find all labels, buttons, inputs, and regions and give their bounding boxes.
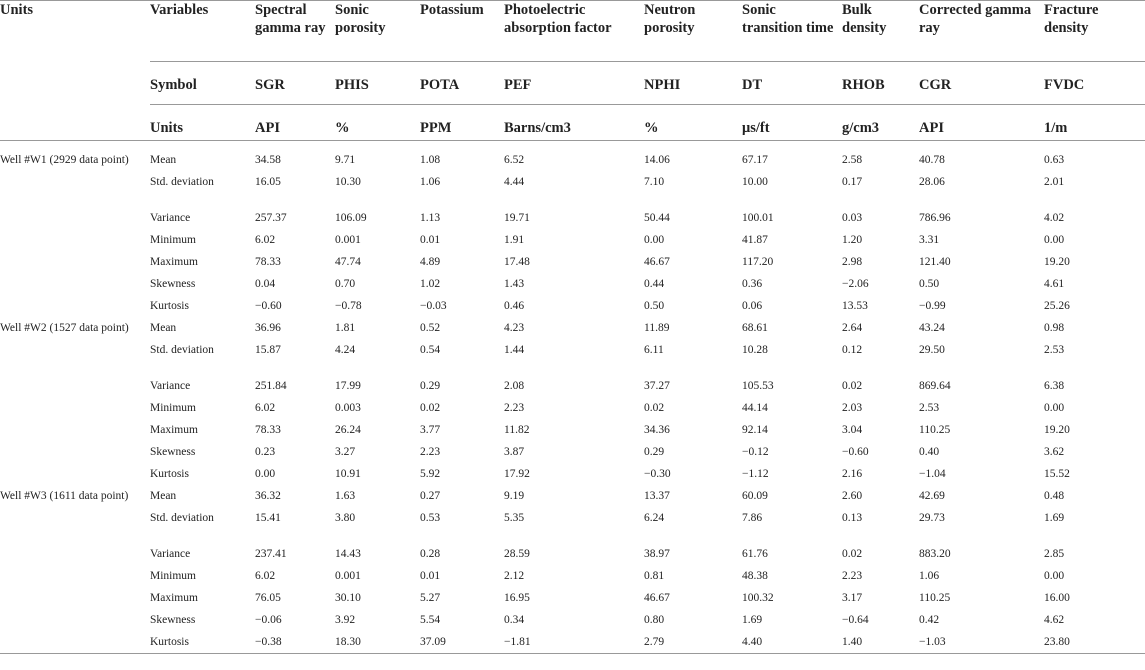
value-cell: 47.74	[335, 256, 361, 268]
value-cell: 883.20	[919, 548, 951, 560]
value-cell: 0.44	[644, 278, 665, 290]
table-row	[0, 317, 1145, 339]
value-cell: 9.19	[504, 490, 525, 502]
value-cell: 0.81	[644, 570, 665, 582]
value-cell: 76.05	[255, 592, 281, 604]
statistic-label: Skewness	[150, 614, 196, 626]
value-cell: 10.00	[742, 176, 768, 188]
value-cell: 2.01	[1044, 176, 1065, 188]
value-cell: 786.96	[919, 212, 951, 224]
value-cell: 23.80	[1044, 631, 1145, 654]
table-row	[0, 507, 1145, 543]
value-cell: 251.84	[255, 380, 287, 392]
header-row-symbol	[0, 62, 1145, 105]
statistic-label: Maximum	[150, 592, 198, 604]
value-cell: 0.28	[420, 548, 441, 560]
statistic-label: Std. deviation	[150, 176, 214, 188]
value-cell: 68.61	[742, 322, 768, 334]
value-cell: 0.53	[420, 512, 441, 524]
value-cell: 61.76	[742, 548, 768, 560]
value-cell: 110.25	[919, 424, 951, 436]
variable-header: Potassium	[420, 1, 504, 62]
value-cell: −1.81	[504, 631, 644, 654]
value-cell: 40.78	[919, 154, 945, 166]
value-cell: 1.13	[420, 212, 441, 224]
well-label-empty	[0, 397, 150, 419]
statistic-label: Kurtosis	[150, 631, 255, 654]
value-cell: 28.06	[919, 176, 945, 188]
value-cell: 10.30	[335, 176, 361, 188]
value-cell: 0.001	[335, 234, 361, 246]
well-label: Well #W3 (1611 data point)	[0, 490, 129, 502]
value-cell: 0.00	[1044, 234, 1065, 246]
value-cell: 43.24	[919, 322, 945, 334]
value-cell: 78.33	[255, 256, 281, 268]
value-cell: 2.98	[842, 256, 863, 268]
statistic-label: Std. deviation	[150, 512, 214, 524]
value-cell: 0.02	[420, 402, 441, 414]
value-cell: 0.98	[1044, 322, 1065, 334]
value-cell: 11.82	[504, 424, 530, 436]
value-cell: 13.37	[644, 490, 670, 502]
value-cell: 46.67	[644, 256, 670, 268]
value-cell: 2.53	[919, 402, 940, 414]
value-cell: −2.06	[842, 278, 869, 290]
table-row	[0, 375, 1145, 397]
table-row	[0, 587, 1145, 609]
symbol-header: PHIS	[335, 62, 420, 105]
variable-header: Sonic transition time	[742, 1, 842, 62]
value-cell: 110.25	[919, 592, 951, 604]
value-cell: 4.62	[1044, 614, 1065, 626]
well-label-empty	[0, 295, 150, 317]
header-row-variables	[0, 1, 1145, 62]
value-cell: 2.16	[842, 468, 863, 480]
value-cell: 2.08	[504, 380, 525, 392]
table-row	[0, 251, 1145, 273]
unit-header: g/cm3	[842, 105, 919, 141]
value-cell: 0.29	[420, 380, 441, 392]
value-cell: 257.37	[255, 212, 287, 224]
value-cell: 0.001	[335, 570, 361, 582]
unit-header: PPM	[420, 105, 504, 141]
value-cell: 25.26	[1044, 300, 1070, 312]
value-cell: 44.14	[742, 402, 768, 414]
value-cell: 13.53	[842, 300, 868, 312]
well-label-empty	[0, 339, 150, 375]
symbol-header: NPHI	[644, 62, 742, 105]
value-cell: −1.04	[919, 468, 946, 480]
value-cell: 0.00	[1044, 402, 1065, 414]
variable-header: Bulk density	[842, 1, 919, 62]
variable-header: Spectral gamma ray	[255, 1, 335, 62]
symbol-row-label: Symbol	[150, 62, 255, 105]
value-cell: 30.10	[335, 592, 361, 604]
value-cell: 10.91	[335, 468, 361, 480]
value-cell: −0.38	[255, 631, 335, 654]
value-cell: 0.40	[919, 446, 940, 458]
value-cell: 10.28	[742, 344, 768, 356]
value-cell: 0.17	[842, 176, 863, 188]
value-cell: 36.96	[255, 322, 281, 334]
value-cell: 42.69	[919, 490, 945, 502]
value-cell: 0.50	[644, 300, 665, 312]
variable-header: Photoelectric absorption factor	[504, 1, 644, 62]
well-label-empty	[0, 507, 150, 543]
unit-header: API	[255, 105, 335, 141]
value-cell: 3.17	[842, 592, 863, 604]
value-cell: 2.23	[420, 446, 441, 458]
statistic-label: Kurtosis	[150, 300, 189, 312]
symbol-header: RHOB	[842, 62, 919, 105]
value-cell: 1.02	[420, 278, 441, 290]
value-cell: 7.10	[644, 176, 665, 188]
value-cell: 78.33	[255, 424, 281, 436]
statistic-label: Skewness	[150, 446, 196, 458]
statistic-label: Variance	[150, 548, 191, 560]
value-cell: 4.89	[420, 256, 441, 268]
value-cell: 2.79	[644, 631, 742, 654]
well-label-empty	[0, 375, 150, 397]
statistic-label: Minimum	[150, 402, 197, 414]
value-cell: 67.17	[742, 154, 768, 166]
well-label-empty	[0, 171, 150, 207]
value-cell: −0.64	[842, 614, 869, 626]
value-cell: 4.61	[1044, 278, 1065, 290]
value-cell: 2.03	[842, 402, 863, 414]
value-cell: 92.14	[742, 424, 768, 436]
value-cell: 0.003	[335, 402, 361, 414]
value-cell: 121.40	[919, 256, 951, 268]
value-cell: 17.48	[504, 256, 530, 268]
well-label: Well #W2 (1527 data point)	[0, 322, 129, 334]
value-cell: 3.27	[335, 446, 356, 458]
symbol-header: FVDC	[1044, 62, 1145, 105]
value-cell: 38.97	[644, 548, 670, 560]
value-cell: 37.09	[420, 631, 504, 654]
value-cell: 6.11	[644, 344, 664, 356]
value-cell: 0.00	[255, 468, 276, 480]
statistics-body	[0, 141, 1145, 654]
table-row	[0, 229, 1145, 251]
value-cell: 3.80	[335, 512, 356, 524]
statistic-label: Mean	[150, 154, 177, 166]
symbol-header: PEF	[504, 62, 644, 105]
value-cell: 0.36	[742, 278, 763, 290]
well-label-empty	[0, 463, 150, 485]
value-cell: 6.24	[644, 512, 665, 524]
value-cell: 2.53	[1044, 344, 1065, 356]
variable-header: Neutron porosity	[644, 1, 742, 62]
value-cell: 0.03	[842, 212, 863, 224]
value-cell: 1.20	[842, 234, 863, 246]
value-cell: 6.02	[255, 402, 276, 414]
statistic-label: Kurtosis	[150, 468, 189, 480]
corner-units-label: Units	[0, 1, 150, 62]
value-cell: 0.12	[842, 344, 863, 356]
value-cell: 37.27	[644, 380, 670, 392]
symbol-header: CGR	[919, 62, 1044, 105]
well-label: Well #W1 (2929 data point)	[0, 154, 129, 166]
value-cell: 3.04	[842, 424, 863, 436]
well-label-empty	[0, 543, 150, 565]
table-row	[0, 609, 1145, 631]
value-cell: 26.24	[335, 424, 361, 436]
value-cell: 15.52	[1044, 468, 1070, 480]
value-cell: 6.38	[1044, 380, 1065, 392]
value-cell: −0.12	[742, 446, 769, 458]
value-cell: 0.04	[255, 278, 276, 290]
value-cell: 100.01	[742, 212, 774, 224]
units-row-label: Units	[150, 105, 255, 141]
statistic-label: Maximum	[150, 424, 198, 436]
value-cell: 17.92	[504, 468, 530, 480]
statistic-label: Maximum	[150, 256, 198, 268]
value-cell: 3.92	[335, 614, 356, 626]
well-label-empty	[0, 273, 150, 295]
value-cell: 16.95	[504, 592, 530, 604]
table-row	[0, 543, 1145, 565]
value-cell: 3.62	[1044, 446, 1065, 458]
value-cell: −1.03	[919, 631, 1044, 654]
value-cell: 0.54	[420, 344, 441, 356]
value-cell: 9.71	[335, 154, 356, 166]
value-cell: −0.60	[842, 446, 869, 458]
variables-row-label: Variables	[150, 1, 255, 62]
value-cell: −0.78	[335, 300, 362, 312]
value-cell: 0.13	[842, 512, 863, 524]
value-cell: 1.81	[335, 322, 356, 334]
table-row	[0, 441, 1145, 463]
value-cell: 0.70	[335, 278, 356, 290]
value-cell: 34.36	[644, 424, 670, 436]
value-cell: 6.02	[255, 570, 276, 582]
unit-header: 1/m	[1044, 105, 1145, 141]
statistic-label: Mean	[150, 490, 177, 502]
value-cell: 1.69	[1044, 512, 1065, 524]
unit-header: %	[644, 105, 742, 141]
well-label-empty	[0, 587, 150, 609]
value-cell: −0.60	[255, 300, 282, 312]
value-cell: 60.09	[742, 490, 768, 502]
statistic-label: Std. deviation	[150, 344, 214, 356]
well-label-empty	[0, 631, 150, 654]
value-cell: 0.00	[1044, 570, 1065, 582]
value-cell: 100.32	[742, 592, 774, 604]
value-cell: 0.02	[644, 402, 665, 414]
value-cell: 0.29	[644, 446, 665, 458]
value-cell: 0.34	[504, 614, 525, 626]
value-cell: 0.50	[919, 278, 940, 290]
value-cell: 3.77	[420, 424, 441, 436]
value-cell: 2.64	[842, 322, 863, 334]
value-cell: 28.59	[504, 548, 530, 560]
value-cell: 18.30	[335, 631, 420, 654]
value-cell: 117.20	[742, 256, 774, 268]
value-cell: 2.85	[1044, 548, 1065, 560]
table-row	[0, 171, 1145, 207]
well-label-empty	[0, 419, 150, 441]
statistic-label: Minimum	[150, 570, 197, 582]
value-cell: 1.08	[420, 154, 441, 166]
value-cell: 3.87	[504, 446, 525, 458]
well-label-empty	[0, 441, 150, 463]
value-cell: −1.12	[742, 468, 769, 480]
value-cell: 16.00	[1044, 592, 1070, 604]
value-cell: 0.06	[742, 300, 763, 312]
value-cell: 2.23	[504, 402, 525, 414]
value-cell: 5.92	[420, 468, 441, 480]
value-cell: 3.31	[919, 234, 940, 246]
well-label-empty	[0, 251, 150, 273]
table-row	[0, 141, 1145, 172]
value-cell: 2.23	[842, 570, 863, 582]
value-cell: 17.99	[335, 380, 361, 392]
value-cell: 16.05	[255, 176, 281, 188]
value-cell: 34.58	[255, 154, 281, 166]
value-cell: 29.73	[919, 512, 945, 524]
value-cell: 4.24	[335, 344, 356, 356]
header-row-units	[0, 105, 1145, 141]
table-row	[0, 463, 1145, 485]
value-cell: 0.27	[420, 490, 441, 502]
value-cell: 2.58	[842, 154, 863, 166]
value-cell: 46.67	[644, 592, 670, 604]
value-cell: 6.52	[504, 154, 525, 166]
value-cell: 0.01	[420, 234, 441, 246]
symbol-header: DT	[742, 62, 842, 105]
table-row	[0, 565, 1145, 587]
value-cell: 0.48	[1044, 490, 1065, 502]
value-cell: 0.00	[644, 234, 665, 246]
value-cell: 29.50	[919, 344, 945, 356]
value-cell: 106.09	[335, 212, 367, 224]
value-cell: 0.02	[842, 548, 863, 560]
value-cell: −0.03	[420, 300, 447, 312]
table-row	[0, 485, 1145, 507]
value-cell: −0.99	[919, 300, 946, 312]
value-cell: 4.02	[1044, 212, 1065, 224]
value-cell: 15.41	[255, 512, 281, 524]
variable-header: Corrected gamma ray	[919, 1, 1044, 62]
value-cell: 14.43	[335, 548, 361, 560]
table-row	[0, 419, 1145, 441]
table-row	[0, 295, 1145, 317]
value-cell: 15.87	[255, 344, 281, 356]
table-row	[0, 397, 1145, 419]
statistic-label: Mean	[150, 322, 177, 334]
value-cell: 6.02	[255, 234, 276, 246]
value-cell: 14.06	[644, 154, 670, 166]
value-cell: 19.20	[1044, 256, 1070, 268]
value-cell: 36.32	[255, 490, 281, 502]
value-cell: 0.42	[919, 614, 940, 626]
table-row	[0, 207, 1145, 229]
value-cell: 0.02	[842, 380, 863, 392]
value-cell: 0.01	[420, 570, 441, 582]
value-cell: 1.40	[842, 631, 919, 654]
symbol-header: POTA	[420, 62, 504, 105]
value-cell: 7.86	[742, 512, 763, 524]
well-label-empty	[0, 207, 150, 229]
value-cell: 1.06	[919, 570, 940, 582]
statistic-label: Skewness	[150, 278, 196, 290]
table-row	[0, 631, 1145, 654]
statistic-label: Variance	[150, 212, 191, 224]
well-label-empty	[0, 609, 150, 631]
value-cell: 105.53	[742, 380, 774, 392]
statistic-label: Minimum	[150, 234, 197, 246]
value-cell: 50.44	[644, 212, 670, 224]
symbol-header: SGR	[255, 62, 335, 105]
value-cell: 5.54	[420, 614, 441, 626]
value-cell: 1.63	[335, 490, 356, 502]
well-label-empty	[0, 565, 150, 587]
value-cell: 2.12	[504, 570, 525, 582]
value-cell: 0.80	[644, 614, 665, 626]
table-row	[0, 339, 1145, 375]
unit-header: μs/ft	[742, 105, 842, 141]
well-label-empty	[0, 229, 150, 251]
value-cell: 41.87	[742, 234, 768, 246]
variable-header: Fracture density	[1044, 1, 1145, 62]
value-cell: 0.23	[255, 446, 276, 458]
value-cell: 1.91	[504, 234, 525, 246]
table-row	[0, 273, 1145, 295]
unit-header: API	[919, 105, 1044, 141]
value-cell: 0.63	[1044, 154, 1065, 166]
value-cell: 19.20	[1044, 424, 1070, 436]
variable-header: Sonic porosity	[335, 1, 420, 62]
value-cell: 4.40	[742, 631, 842, 654]
value-cell: 1.06	[420, 176, 441, 188]
value-cell: 0.46	[504, 300, 525, 312]
value-cell: −0.06	[255, 614, 282, 626]
value-cell: 237.41	[255, 548, 287, 560]
value-cell: −0.30	[644, 468, 671, 480]
value-cell: 1.43	[504, 278, 525, 290]
unit-header: %	[335, 105, 420, 141]
value-cell: 2.60	[842, 490, 863, 502]
value-cell: 4.23	[504, 322, 525, 334]
value-cell: 4.44	[504, 176, 525, 188]
value-cell: 11.89	[644, 322, 670, 334]
statistic-label: Variance	[150, 380, 191, 392]
value-cell: 5.27	[420, 592, 441, 604]
value-cell: 5.35	[504, 512, 525, 524]
value-cell: 869.64	[919, 380, 951, 392]
value-cell: 1.44	[504, 344, 525, 356]
value-cell: 19.71	[504, 212, 530, 224]
unit-header: Barns/cm3	[504, 105, 644, 141]
value-cell: 0.52	[420, 322, 441, 334]
value-cell: 48.38	[742, 570, 768, 582]
value-cell: 1.69	[742, 614, 763, 626]
